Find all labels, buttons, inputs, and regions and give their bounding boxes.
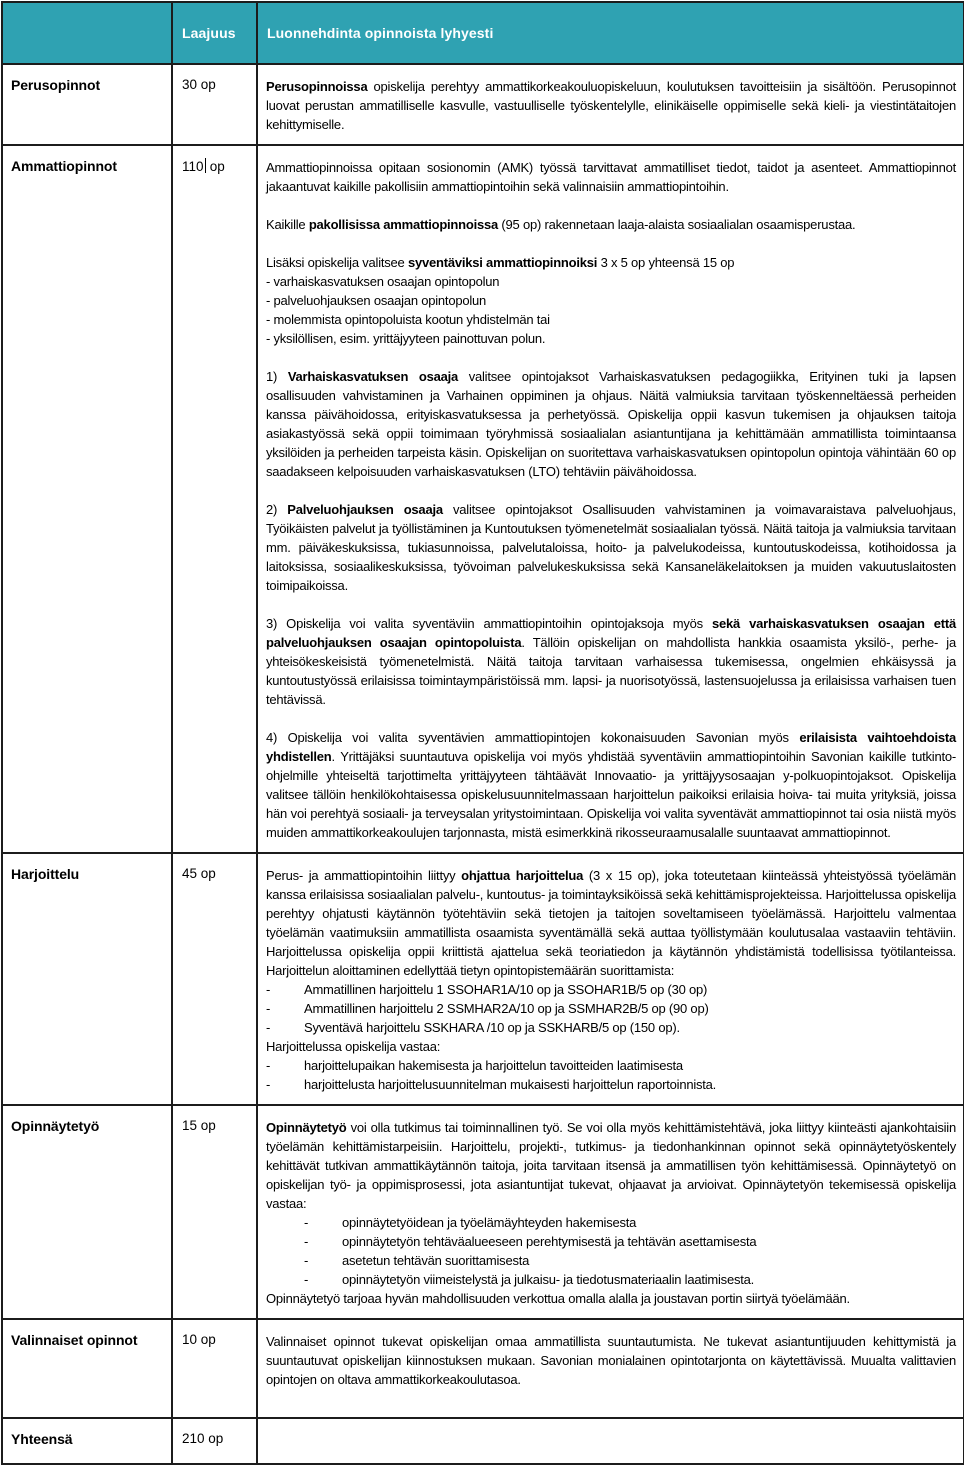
list-item-text: harjoittelusta harjoittelusuunnitelman mukaisesti harjoittelun raportoinnista. [304,1077,717,1092]
paragraph [266,215,956,234]
paragraph [266,1332,956,1389]
paragraph [266,866,956,980]
bold-text: Opinnäytetyö [266,1120,347,1135]
row-label-opinnaytetyo: Opinnäytetyö [2,1105,172,1319]
dash-marker: - [304,1272,309,1287]
text: Harjoittelussa opiskelija vastaa: [266,1039,441,1054]
dash-marker: - [304,1215,309,1230]
dash-marker: - [266,1001,271,1016]
text: voi olla tutkimus tai toiminnallinen työ. Se voi olla myös kehittämistehtävä, joka liittyy kiinteästi ajankohtaisiin työelämän kehittämistarpeisiin. Harjoittelu, projekti-, tutkimus- ja tiedonhankinnan opinnot sekä opinnäytetyöskentely kehittävät tutkivan ammattikäytännön taitoja, joita tarvitaan itsensä ja ammatillisen työn kehittämisessä. Opinnäytetyö on opiskelijan työ- ja oppimisprosessi, jota asiantuntijat tukevat, ohjaavat ja arvioivat. Opinnäytetyön tekemisessä opiskelija vastaa: [266,1120,956,1211]
credits-text: 110 [182,159,204,174]
header-cell-laajuus: Laajuus [172,2,257,64]
table-row-perusopinnot [2,64,964,145]
table-row-harjoittelu [2,853,964,1105]
list-item-text: opinnäytetyöidean ja työelämäyhteyden hakemisesta [342,1215,637,1230]
credits-text: op [206,159,225,174]
list-item-text: Syventävä harjoittelu SSKHARA /10 op ja SSKHARB/5 op (150 op). [304,1020,680,1035]
text: 4) Opiskelija voi valita syventävien ammattiopintojen kokonaisuuden Savonian myös [266,730,800,745]
list-item-text: opinnäytetyön tehtäväalueeseen perehtymisestä ja tehtävän asettamisesta [342,1234,757,1249]
text: 3) Opiskelija voi valita syventäviin ammattiopintoihin opintojaksoja myös [266,616,713,631]
bold-text: ohjattua harjoittelua [461,868,584,883]
table-body [2,64,964,1464]
list-item-text: opinnäytetyön viimeistelystä ja julkaisu- ja tiedotusmateriaalin laatimisesta. [342,1272,755,1287]
dash-marker: - [266,1058,271,1073]
dash-list [266,1056,956,1094]
list-item [266,1075,956,1094]
dash-list [266,980,956,1037]
paragraph [266,77,956,134]
bold-text: sekä varhaiskasvatuksen osaajan että palveluohjauksen osaajan opintopoluista [266,616,957,650]
row-description-perusopinnot [257,64,964,145]
row-credits-perusopinnot: 30 op [172,64,257,145]
row-description-yhteensa [257,1418,964,1464]
list-item-text: Ammatillinen harjoittelu 1 SSOHAR1A/10 op ja SSOHAR1B/5 op (30 op) [304,982,708,997]
row-description-ammattiopinnot [257,145,964,853]
list-item [266,1213,956,1232]
list-item-text: harjoittelupaikan hakemisesta ja harjoittelun tavoitteiden laatimisesta [304,1058,683,1073]
text: Kaikille [266,217,309,232]
text: Perus- ja ammattiopintoihin liittyy [266,868,462,883]
table-row-valinnaiset [2,1319,964,1418]
text: Valinnaiset opinnot tukevat opiskelijan omaa ammatillista suuntautumista. Ne tukevat asiantuntijuuden kehittymistä ja suuntautuvat opiskelijan kiinnostuksen mukaan. Savonian monialainen opintotarjonta on käytettävissä. Muualta valittavien opintojen on oltava ammattikorkeakoulutasoa. [266,1334,956,1387]
curriculum-table[interactable] [1,1,964,1465]
row-description-valinnaiset [257,1319,964,1418]
row-description-harjoittelu [257,853,964,1105]
text: 2) [266,502,288,517]
paragraph [266,1037,956,1056]
row-label-harjoittelu: Harjoittelu [2,853,172,1105]
list-item [266,1232,956,1251]
paragraph [266,728,956,842]
list-item [266,1251,956,1270]
text: (3 x 15 op), joka toteutetaan kiinteässä yhteistyössä työelämän kanssa erilaisissa sosiaalialan palvelu-, kuntoutus- ja toimintayksiköissä sekä kehittämisprojekteissa. Harjoittelussa opiskelija perehtyy ohjatusti käytännön työtehtäviin sekä tietojen ja taitojen soveltamiseen työelämässä. Harjoittelu valmentaa työelämän vaatimuksiin ammatillista osaamista syventämällä sekä auttaa työllistymään koulutusalaa vastaaviin tehtäviin. Harjoittelussa opiskelija oppii kriittistä ajattelua sekä teoriatiedon ja käytännön yhdistämistä todellisissa työtilanteissa. Harjoittelun aloittaminen edellyttää tietyn opintopistemäärän suorittamista: [266,868,956,978]
bold-text: erilaisista vaihtoehdoista yhdistellen [266,730,956,764]
row-credits-valinnaiset: 10 op [172,1319,257,1418]
list-item: - varhaiskasvatuksen osaajan opintopolun [266,274,500,289]
text: valitsee opintojaksot Osallisuuden vahvistaminen ja voimavaraistava palveluohjaus, Työikäisten palvelut ja työllistäminen ja Kuntoutuksen työmenetelmät sosiaalialan työssä. Näitä taitoja ja valmiuksia tarvitaan mm. päiväkeskuksissa, tukiasunnoissa, palvelutaloissa, hoito- ja palvelukodeissa, kuntoutuskodeissa, kotihoidossa ja laitoksissa, sosiaalikeskuksissa, työvoiman palvelukeskuksissa sekä Kansaneläkelaitoksen ja muiden vakuutuslaitosten toimipaikoissa. [266,502,956,593]
list-item [266,999,956,1018]
header-cell-empty [2,2,172,64]
list-item: - molemmista opintopoluista kootun yhdistelmän tai [266,312,550,327]
row-description-opinnaytetyo [257,1105,964,1319]
row-label-valinnaiset: Valinnaiset opinnot [2,1319,172,1418]
row-label-yhteensa: Yhteensä [2,1418,172,1464]
text: . Yrittäjäksi suuntautuva opiskelija voi myös yhdistää syventäviin ammattiopintoihin Savonian kaikille tutkinto-ohjelmille yhteiseltä tarjottimelta yrittäjyyteen tähtäävät Innovaatio- ja yrittäjyysosaajan y-polkuopintojaksot. Opiskelija valitsee tällöin henkilökohtaisessa opiskelusuunnitelmassaan harjoittelun paikoiksi erilaisia hoiva- tai muita yrityksiä, joissa hän voi perehtyä sosiaali- ja terveysalan yritystoimintaan. Opiskelija voi valita syventävät ammattiopinnot tai osia niistä myös muiden ammattikorkeakoulujen tarjonnasta, mistä esimerkkinä rikosseuraamusalalle suuntaavat ammattiopinnot. [266,749,956,840]
paragraph [266,367,956,481]
row-credits-yhteensa: 210 op [172,1418,257,1464]
text: opiskelija perehtyy ammattikorkeakouluopiskeluun, koulutuksen tavoitteisiin ja sisältöön. Perusopinnot luovat perustan ammatilliselle kasvulle, vastuulliselle työskentelylle, elinikäiselle oppimiselle sekä kieli- ja viestintätaitojen kehittymiselle. [266,79,956,132]
list-item [266,1270,956,1289]
text: Lisäksi opiskelija valitsee [266,255,408,270]
table-row-yhteensa [2,1418,964,1464]
paragraph [266,158,956,196]
header-row [2,2,964,64]
text: . Tällöin opiskelijan on mahdollista hankkia osaamista yksilö-, perhe- ja yhteisökeskeisistä työmenetelmistä. Näitä taitoja tarvitaan varhaisessa tukemisessa, ongelmien ehkäisyssä ja kuntoutustyössä erilaisissa toimintaympäristöissä mm. lapsi- ja nuorisotyössä, lastensuojelussa ja erilaisissa varhaisen tuen tehtävissä. [266,635,956,707]
dash-marker: - [266,1020,271,1035]
bold-text: Varhaiskasvatuksen osaaja [287,369,459,384]
text: Opinnäytetyö tarjoaa hyvän mahdollisuuden verkottua omalla alalla ja joustavan portin siirtyä työelämään. [266,1291,850,1306]
row-credits-ammattiopinnot [172,145,257,853]
paragraph [266,1289,956,1308]
list-item [266,980,956,999]
dash-marker: - [304,1253,309,1268]
header-cell-kuvaus: Luonnehdinta opinnoista lyhyesti [257,2,964,64]
row-credits-opinnaytetyo: 15 op [172,1105,257,1319]
list-item-text: asetetun tehtävän suorittamisesta [342,1253,530,1268]
text: 1) [266,369,288,384]
bold-text: pakollisissa ammattiopinnoissa [308,217,499,232]
list-item: - palveluohjauksen osaajan opintopolun [266,293,487,308]
table-row-ammattiopinnot [2,145,964,853]
list-item [266,1018,956,1037]
dash-marker: - [266,982,271,997]
dash-list [266,1213,956,1289]
text: (95 op) rakennetaan laaja-alaista sosiaalialan osaamisperustaa. [498,217,856,232]
paragraph [266,500,956,595]
table-row-opinnaytetyo [2,1105,964,1319]
list-item-text: Ammatillinen harjoittelu 2 SSMHAR2A/10 op ja SSMHAR2B/5 op (90 op) [304,1001,709,1016]
dash-marker: - [304,1234,309,1249]
paragraph [266,614,956,709]
text: valitsee opintojaksot Varhaiskasvatuksen pedagogiikka, Erityinen tuki ja lapsen osallisuuden vahvistaminen ja Varhainen oppiminen ja ohjaus. Näitä valmiuksia tarvitaan työskenneltäessä perheiden kanssa päivähoidossa, erityiskasvatuksessa ja perhetyössä. Opiskelija oppii kasvun tukemisen ja ohjauksen taitoja asiakastyössä sekä oppii toimimaan työryhmissä sosiaalialan asiantuntijana ja kehittämään ammatillista toimintaansa yksilöiden ja perheiden tarpeista käsin. Opiskelijan on suoritettava varhaiskasvatuksen opintopolun opintoja vähintään 60 op saadakseen kelpoisuuden varhaiskasvatuksen (LTO) tehtäviin päivähoidossa. [266,369,956,479]
dash-marker: - [266,1077,271,1092]
dash-list [266,272,956,348]
row-credits-harjoittelu: 45 op [172,853,257,1105]
bold-text: Palveluohjauksen osaaja [287,502,443,517]
text: Ammattiopinnoissa opitaan sosionomin (AMK) työssä tarvittavat ammatilliset tiedot, taidot ja asenteet. Ammattiopinnot jakaantuvat kaikille pakollisiin ammattiopintoihin sekä valinnaisiin ammattiopintoihin. [266,160,956,194]
bold-text: Perusopinnoissa [266,79,368,94]
row-label-ammattiopinnot: Ammattiopinnot [2,145,172,853]
list-item [266,1056,956,1075]
bold-text: syventäviksi ammattiopinnoiksi [407,255,598,270]
list-item: - yksilöllisen, esim. yrittäjyyteen painottuvan polun. [266,331,546,346]
text: 3 x 5 op yhteensä 15 op [597,255,735,270]
paragraph [266,253,956,272]
row-label-perusopinnot: Perusopinnot [2,64,172,145]
paragraph [266,1118,956,1213]
